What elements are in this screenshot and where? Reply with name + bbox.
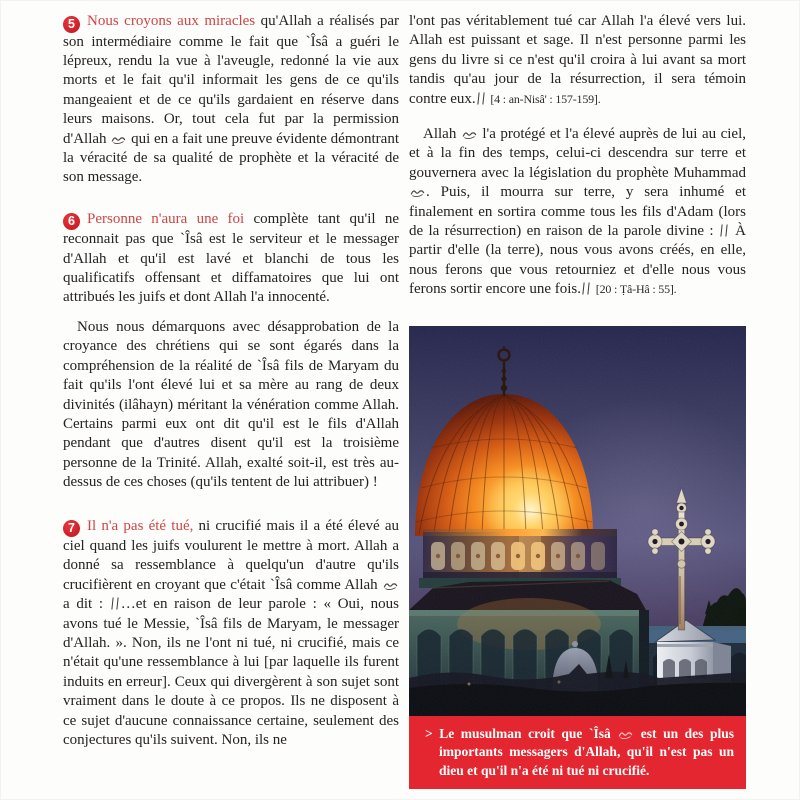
honorific-mark-icon [410, 187, 425, 197]
honorific-mark-icon [383, 580, 398, 590]
honorific-mark-icon [111, 134, 126, 144]
dome-of-the-rock-figure [409, 326, 746, 790]
dome-of-the-rock-photo [409, 326, 746, 716]
figure-caption: > Le musulman croit que `Îsâ est un des plus importants messagers d'Allah, qu'il n'est pas un dieu et qu'il n'a été ni tué ni crucifié. [409, 716, 746, 790]
quran-reference: [20 : Ṭâ-Hâ : 55]. [595, 282, 677, 297]
right-column [409, 12, 746, 789]
paragraph-descent: Allah l'a protégé et l'a élevé auprès de lui au ciel, et à la fin des temps, celui-ci descendra sur terre et gouvernera avec la législation du prophète Muhammad . Puis, il mourra sur terre, y sera inhumé et finalement en sortira comme tous les fils d'Adam (lors de la résurrection) en raison de la parole divine : À partir d'elle (la terre), nous vous avons créés, en elle, nous ferons que vous retourniez et d'elle nous vous ferons sortir encore une fois. [20 : Ṭâ-Hâ : 55]. [409, 126, 746, 298]
point-number-badge: 7 [63, 520, 80, 537]
honorific-mark-icon [462, 129, 477, 139]
red-lead-text: Personne n'aura une foi [87, 210, 245, 227]
paragraph-point-5: 5 Nous croyons aux miracles qu'Allah a réalisés par son intermédiaire comme le fait que `Îsâ a guéri le lépreux, rendu la vue à l'aveugle, redonné la vie aux morts et le fait qu'il informait les gens de ce qu'ils mangeaient et de ce qu'ils gardaient en réserve dans leurs maisons. Or, tout cela fut par la permission d'Allah qui en a fait une preuve évidente démontrant la véracité de sa qualité de prophète et la véracité de son message. [63, 13, 399, 186]
red-lead-text: Il n'a pas été tué, [87, 517, 194, 534]
honorific-mark-icon [618, 729, 633, 739]
quranic-bracket-mark [582, 283, 589, 295]
quranic-bracket-mark [111, 598, 118, 610]
red-lead-text: Nous croyons aux miracles [87, 13, 256, 29]
quranic-bracket-mark [720, 225, 727, 237]
point-number-badge: 6 [63, 213, 80, 230]
paragraph-continuation: l'ont pas véritablement tué car Allah l'a élevé vers lui. Allah est puissant et sage. Il n'est personne parmi les gens du livre si ce n'est qu'il croira à lui avant sa mort tandis qu'au jour de la résurrection, il sera témoin contre eux. [4 : an-Nisâ' : 157-159]. [409, 13, 746, 107]
point-number-badge: 5 [63, 16, 80, 33]
film-grain-overlay [409, 326, 746, 716]
left-column [63, 12, 399, 751]
paragraph-point-6: 6 Personne n'aura une foi complète tant qu'il ne reconnait pas que `Îsâ est le serviteur et le messager d'Allah et qu'il est lavé et blanchi de tous les qualificatifs offensant et diffamatoires que lui ont attribués les juifs et dont Allah l'a innocenté. [63, 210, 399, 306]
quran-reference: [4 : an-Nisâ' : 157-159]. [490, 91, 601, 106]
paragraph-christians: Nous nous démarquons avec désapprobation de la croyance des chrétiens qui se sont égarés dans la compréhension de la réalité de `Îsâ fils de Maryam du fait qu'ils l'ont élevé lui et sa mère au rang de deux divinités (ilâhayn) méritant la vénération comme Allah. Certains parmi eux ont dit qu'il est le fils d'Allah pendant que d'autres disent qu'il est la troisième personne de la Trinité. Allah, exalté soit-il, est très au-dessus de ces choses (qu'ils tentent de lui attribuer) ! [63, 318, 399, 491]
quranic-bracket-mark [477, 92, 484, 104]
paragraph-point-7: 7 Il n'a pas été tué, ni crucifié mais il a été élevé au ciel quand les juifs voulurent le mettre à mort. Allah a donné sa ressemblance à quelqu'un d'autre qu'ils crucifièrent en croyant que c'était `Îsâ comme Allah a dit : …et en raison de leur parole : « Oui, nous avons tué le Messie, `Îsâ fils de Maryam, le messager d'Allah. ». Non, ils ne l'ont ni tué, ni crucifié, mais ce n'était qu'une ressemblance à lui [par laquelle ils furent induits en erreur]. Ceux qui divergèrent à son sujet sont vraiment dans le doute à ce propos. Ils ne disposent à ce sujet d'aucune connaissance certaine, seulement des conjectures qu'ils suivent. Non, ils ne [63, 517, 399, 749]
